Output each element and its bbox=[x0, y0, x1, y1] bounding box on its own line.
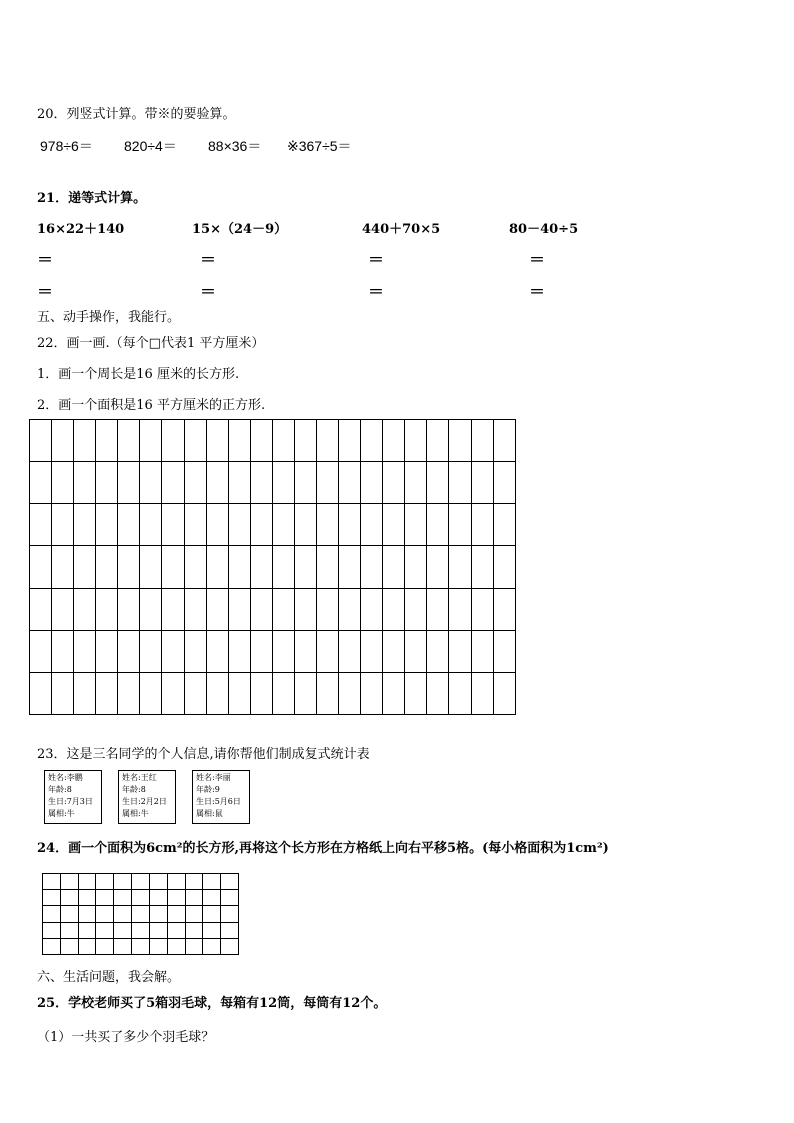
grid-cell[interactable] bbox=[250, 630, 272, 672]
grid-cell[interactable] bbox=[78, 890, 96, 906]
grid-cell[interactable] bbox=[162, 672, 184, 714]
grid-cell[interactable] bbox=[96, 906, 114, 922]
grid-cell[interactable] bbox=[471, 546, 493, 588]
drawing-grid-24[interactable] bbox=[42, 873, 239, 955]
q25-title: 25．学校老师买了5箱羽毛球，每箱有12筒，每筒有12个。 bbox=[37, 996, 387, 1011]
grid-cell[interactable] bbox=[272, 462, 294, 504]
grid-cell[interactable] bbox=[52, 630, 74, 672]
grid-cell[interactable] bbox=[203, 890, 221, 906]
grid-cell[interactable] bbox=[43, 938, 61, 954]
grid-cell[interactable] bbox=[60, 906, 78, 922]
grid-cell[interactable] bbox=[272, 588, 294, 630]
q22-title: 22．画一画.（每个□代表1 平方厘米） bbox=[37, 336, 265, 351]
grid-cell[interactable] bbox=[74, 672, 96, 714]
grid-cell[interactable] bbox=[206, 546, 228, 588]
grid-cell[interactable] bbox=[30, 630, 52, 672]
grid-cell[interactable] bbox=[184, 588, 206, 630]
grid-cell[interactable] bbox=[140, 588, 162, 630]
grid-cell[interactable] bbox=[52, 504, 74, 546]
grid-cell[interactable] bbox=[118, 504, 140, 546]
student-card-2 bbox=[118, 770, 176, 824]
grid-cell[interactable] bbox=[493, 462, 515, 504]
q21-expr-4: 80－40÷5 bbox=[509, 222, 579, 237]
grid-cell[interactable] bbox=[203, 874, 221, 890]
grid-cell[interactable] bbox=[228, 630, 250, 672]
grid-cell[interactable] bbox=[149, 922, 167, 938]
grid-cell[interactable] bbox=[52, 546, 74, 588]
grid-cell[interactable] bbox=[250, 420, 272, 462]
grid-cell[interactable] bbox=[30, 546, 52, 588]
q21-title: 21．递等式计算。 bbox=[37, 191, 147, 206]
grid-cell[interactable] bbox=[96, 630, 118, 672]
grid-cell[interactable] bbox=[43, 922, 61, 938]
grid-cell[interactable] bbox=[206, 462, 228, 504]
eq-sign: ＝ bbox=[37, 250, 54, 269]
grid-cell[interactable] bbox=[383, 420, 405, 462]
grid-cell[interactable] bbox=[185, 938, 203, 954]
grid-cell[interactable] bbox=[162, 588, 184, 630]
grid-cell[interactable] bbox=[118, 630, 140, 672]
grid-cell[interactable] bbox=[118, 546, 140, 588]
grid-cell[interactable] bbox=[405, 504, 427, 546]
grid-cell[interactable] bbox=[471, 672, 493, 714]
grid-cell[interactable] bbox=[96, 462, 118, 504]
grid-cell[interactable] bbox=[449, 504, 471, 546]
grid-cell[interactable] bbox=[78, 906, 96, 922]
grid-cell[interactable] bbox=[427, 504, 449, 546]
grid-cell[interactable] bbox=[228, 462, 250, 504]
grid-cell[interactable] bbox=[427, 546, 449, 588]
grid-cell[interactable] bbox=[184, 420, 206, 462]
grid-cell[interactable] bbox=[317, 420, 339, 462]
grid-cell[interactable] bbox=[162, 504, 184, 546]
card-name: 姓名:王红 bbox=[122, 773, 157, 782]
grid-cell[interactable] bbox=[272, 504, 294, 546]
grid-cell[interactable] bbox=[30, 504, 52, 546]
grid-cell[interactable] bbox=[339, 504, 361, 546]
grid-cell[interactable] bbox=[471, 420, 493, 462]
grid-cell[interactable] bbox=[250, 504, 272, 546]
grid-cell[interactable] bbox=[206, 672, 228, 714]
grid-cell[interactable] bbox=[74, 462, 96, 504]
grid-cell[interactable] bbox=[140, 504, 162, 546]
grid-cell[interactable] bbox=[405, 462, 427, 504]
grid-cell[interactable] bbox=[405, 630, 427, 672]
grid-cell[interactable] bbox=[317, 630, 339, 672]
q23-title: 23．这是三名同学的个人信息,请你帮他们制成复式统计表 bbox=[37, 747, 370, 762]
grid-cell[interactable] bbox=[405, 546, 427, 588]
grid-cell[interactable] bbox=[294, 546, 316, 588]
grid-cell[interactable] bbox=[118, 462, 140, 504]
grid-cell[interactable] bbox=[74, 504, 96, 546]
card-age: 年龄:8 bbox=[122, 785, 146, 794]
grid-cell[interactable] bbox=[361, 672, 383, 714]
grid-cell[interactable] bbox=[149, 890, 167, 906]
grid-cell[interactable] bbox=[339, 462, 361, 504]
card-birthday: 生日:5月6日 bbox=[196, 797, 241, 806]
grid-cell[interactable] bbox=[272, 672, 294, 714]
grid-cell[interactable] bbox=[449, 420, 471, 462]
grid-cell[interactable] bbox=[74, 420, 96, 462]
grid-cell[interactable] bbox=[118, 588, 140, 630]
grid-cell[interactable] bbox=[272, 630, 294, 672]
grid-cell[interactable] bbox=[167, 890, 185, 906]
grid-cell[interactable] bbox=[132, 938, 150, 954]
grid-cell[interactable] bbox=[383, 588, 405, 630]
grid-cell[interactable] bbox=[132, 890, 150, 906]
grid-cell[interactable] bbox=[203, 922, 221, 938]
grid-cell[interactable] bbox=[132, 922, 150, 938]
eq-sign: ＝ bbox=[368, 282, 385, 301]
card-zodiac: 属相:牛 bbox=[122, 809, 149, 818]
student-card-3 bbox=[192, 770, 250, 824]
grid-cell[interactable] bbox=[206, 420, 228, 462]
grid-cell[interactable] bbox=[185, 906, 203, 922]
grid-cell[interactable] bbox=[449, 588, 471, 630]
grid-cell[interactable] bbox=[162, 630, 184, 672]
grid-cell[interactable] bbox=[228, 420, 250, 462]
grid-cell[interactable] bbox=[30, 462, 52, 504]
grid-cell[interactable] bbox=[43, 906, 61, 922]
grid-cell[interactable] bbox=[96, 504, 118, 546]
grid-cell[interactable] bbox=[449, 462, 471, 504]
grid-cell[interactable] bbox=[449, 672, 471, 714]
grid-cell[interactable] bbox=[493, 420, 515, 462]
eq-sign: ＝ bbox=[200, 250, 217, 269]
grid-cell[interactable] bbox=[221, 906, 239, 922]
grid-cell[interactable] bbox=[74, 588, 96, 630]
grid-cell[interactable] bbox=[78, 922, 96, 938]
grid-cell[interactable] bbox=[96, 546, 118, 588]
grid-cell[interactable] bbox=[114, 890, 132, 906]
q20-expr-4: ※367÷5＝ bbox=[287, 138, 352, 154]
grid-cell[interactable] bbox=[361, 546, 383, 588]
grid-cell[interactable] bbox=[339, 420, 361, 462]
grid-cell[interactable] bbox=[114, 938, 132, 954]
grid-cell[interactable] bbox=[167, 922, 185, 938]
grid-cell[interactable] bbox=[294, 504, 316, 546]
grid-cell[interactable] bbox=[493, 672, 515, 714]
drawing-grid-22[interactable] bbox=[29, 419, 516, 715]
grid-cell[interactable] bbox=[294, 630, 316, 672]
grid-cell[interactable] bbox=[206, 630, 228, 672]
grid-cell[interactable] bbox=[294, 672, 316, 714]
grid-cell[interactable] bbox=[96, 420, 118, 462]
grid-cell[interactable] bbox=[114, 874, 132, 890]
grid-cell[interactable] bbox=[250, 588, 272, 630]
grid-cell[interactable] bbox=[43, 874, 61, 890]
grid-cell[interactable] bbox=[272, 420, 294, 462]
grid-cell[interactable] bbox=[317, 588, 339, 630]
grid-cell[interactable] bbox=[60, 874, 78, 890]
grid-cell[interactable] bbox=[383, 504, 405, 546]
grid-cell[interactable] bbox=[427, 462, 449, 504]
eq-sign: ＝ bbox=[529, 282, 546, 301]
grid-cell[interactable] bbox=[149, 874, 167, 890]
grid-cell[interactable] bbox=[118, 420, 140, 462]
grid-cell[interactable] bbox=[383, 462, 405, 504]
eq-sign: ＝ bbox=[200, 282, 217, 301]
grid-cell[interactable] bbox=[43, 890, 61, 906]
card-age: 年龄:9 bbox=[196, 785, 220, 794]
grid-cell[interactable] bbox=[317, 462, 339, 504]
q22-item-2: 2．画一个面积是16 平方厘米的正方形. bbox=[37, 398, 266, 413]
grid-cell[interactable] bbox=[167, 938, 185, 954]
grid-cell[interactable] bbox=[361, 504, 383, 546]
grid-cell[interactable] bbox=[339, 588, 361, 630]
grid-cell[interactable] bbox=[52, 420, 74, 462]
eq-sign: ＝ bbox=[368, 250, 385, 269]
grid-cell[interactable] bbox=[250, 672, 272, 714]
grid-cell[interactable] bbox=[221, 874, 239, 890]
q25-sub-1: （1）一共买了多少个羽毛球？ bbox=[37, 1030, 215, 1045]
grid-cell[interactable] bbox=[471, 462, 493, 504]
grid-cell[interactable] bbox=[317, 672, 339, 714]
grid-cell[interactable] bbox=[60, 890, 78, 906]
grid-cell[interactable] bbox=[184, 462, 206, 504]
grid-cell[interactable] bbox=[221, 938, 239, 954]
grid-cell[interactable] bbox=[184, 546, 206, 588]
grid-cell[interactable] bbox=[272, 546, 294, 588]
grid-cell[interactable] bbox=[405, 588, 427, 630]
grid-cell[interactable] bbox=[383, 630, 405, 672]
grid-cell[interactable] bbox=[383, 546, 405, 588]
grid-cell[interactable] bbox=[96, 588, 118, 630]
grid-cell[interactable] bbox=[149, 938, 167, 954]
grid-cell[interactable] bbox=[96, 890, 114, 906]
grid-cell[interactable] bbox=[78, 874, 96, 890]
grid-cell[interactable] bbox=[361, 588, 383, 630]
card-name: 姓名:李鹏 bbox=[48, 773, 83, 782]
grid-cell[interactable] bbox=[427, 588, 449, 630]
grid-cell[interactable] bbox=[427, 420, 449, 462]
grid-cell[interactable] bbox=[361, 630, 383, 672]
grid-cell[interactable] bbox=[74, 546, 96, 588]
grid-cell[interactable] bbox=[471, 630, 493, 672]
grid-cell[interactable] bbox=[162, 420, 184, 462]
grid-cell[interactable] bbox=[493, 588, 515, 630]
eq-sign: ＝ bbox=[529, 250, 546, 269]
grid-cell[interactable] bbox=[96, 922, 114, 938]
grid-cell[interactable] bbox=[96, 672, 118, 714]
grid-cell[interactable] bbox=[185, 890, 203, 906]
grid-cell[interactable] bbox=[427, 672, 449, 714]
grid-cell[interactable] bbox=[471, 504, 493, 546]
q20-expr-1: 978÷6＝ bbox=[40, 138, 93, 154]
grid-cell[interactable] bbox=[228, 588, 250, 630]
grid-cell[interactable] bbox=[167, 906, 185, 922]
grid-cell[interactable] bbox=[132, 874, 150, 890]
grid-cell[interactable] bbox=[221, 890, 239, 906]
student-card-1 bbox=[44, 770, 102, 824]
eq-sign: ＝ bbox=[37, 282, 54, 301]
grid-cell[interactable] bbox=[60, 922, 78, 938]
grid-cell[interactable] bbox=[250, 546, 272, 588]
q20-expr-2: 820÷4＝ bbox=[124, 138, 177, 154]
grid-cell[interactable] bbox=[383, 672, 405, 714]
grid-cell[interactable] bbox=[449, 630, 471, 672]
grid-cell[interactable] bbox=[184, 630, 206, 672]
q20-expr-3: 88×36＝ bbox=[208, 138, 262, 154]
q21-expr-2: 15×（24－9） bbox=[192, 222, 288, 237]
grid-cell[interactable] bbox=[132, 906, 150, 922]
grid-cell[interactable] bbox=[184, 672, 206, 714]
grid-cell[interactable] bbox=[30, 672, 52, 714]
section-5-title: 五、动手操作，我能行。 bbox=[37, 310, 181, 325]
grid-cell[interactable] bbox=[339, 546, 361, 588]
q24-title: 24．画一个面积为6cm²的长方形,再将这个长方形在方格纸上向右平移5格。(每小格面积为1cm²) bbox=[37, 841, 609, 856]
grid-cell[interactable] bbox=[228, 504, 250, 546]
grid-cell[interactable] bbox=[140, 630, 162, 672]
grid-cell[interactable] bbox=[78, 938, 96, 954]
grid-cell[interactable] bbox=[30, 420, 52, 462]
grid-cell[interactable] bbox=[96, 938, 114, 954]
grid-cell[interactable] bbox=[30, 588, 52, 630]
grid-cell[interactable] bbox=[206, 588, 228, 630]
grid-cell[interactable] bbox=[52, 462, 74, 504]
grid-cell[interactable] bbox=[185, 874, 203, 890]
grid-cell[interactable] bbox=[317, 546, 339, 588]
grid-cell[interactable] bbox=[405, 420, 427, 462]
grid-cell[interactable] bbox=[493, 504, 515, 546]
grid-cell[interactable] bbox=[294, 462, 316, 504]
card-birthday: 生日:2月2日 bbox=[122, 797, 167, 806]
grid-cell[interactable] bbox=[361, 420, 383, 462]
grid-cell[interactable] bbox=[162, 462, 184, 504]
grid-cell[interactable] bbox=[471, 588, 493, 630]
card-name: 姓名:李丽 bbox=[196, 773, 231, 782]
grid-cell[interactable] bbox=[427, 630, 449, 672]
grid-cell[interactable] bbox=[317, 504, 339, 546]
grid-cell[interactable] bbox=[294, 588, 316, 630]
grid-cell[interactable] bbox=[361, 462, 383, 504]
grid-cell[interactable] bbox=[118, 672, 140, 714]
card-age: 年龄:8 bbox=[48, 785, 72, 794]
grid-cell[interactable] bbox=[162, 546, 184, 588]
card-zodiac: 属相:牛 bbox=[48, 809, 75, 818]
grid-cell[interactable] bbox=[493, 630, 515, 672]
grid-cell[interactable] bbox=[228, 546, 250, 588]
grid-cell[interactable] bbox=[60, 938, 78, 954]
grid-cell[interactable] bbox=[405, 672, 427, 714]
grid-cell[interactable] bbox=[96, 874, 114, 890]
card-birthday: 生日:7月3日 bbox=[48, 797, 93, 806]
section-6-title: 六、生活问题，我会解。 bbox=[37, 970, 181, 985]
q21-expr-3: 440＋70×5 bbox=[362, 222, 441, 237]
grid-cell[interactable] bbox=[449, 546, 471, 588]
grid-cell[interactable] bbox=[185, 922, 203, 938]
q21-expr-1: 16×22＋140 bbox=[37, 222, 125, 237]
grid-cell[interactable] bbox=[140, 462, 162, 504]
grid-cell[interactable] bbox=[167, 874, 185, 890]
grid-cell[interactable] bbox=[114, 922, 132, 938]
grid-cell[interactable] bbox=[206, 504, 228, 546]
grid-cell[interactable] bbox=[140, 546, 162, 588]
grid-cell[interactable] bbox=[140, 420, 162, 462]
grid-cell[interactable] bbox=[250, 462, 272, 504]
grid-cell[interactable] bbox=[52, 672, 74, 714]
card-zodiac: 属相:鼠 bbox=[196, 809, 223, 818]
grid-cell[interactable] bbox=[228, 672, 250, 714]
grid-cell[interactable] bbox=[74, 630, 96, 672]
grid-cell[interactable] bbox=[52, 588, 74, 630]
q20-title: 20．列竖式计算。带※的要验算。 bbox=[37, 107, 236, 122]
grid-cell[interactable] bbox=[493, 546, 515, 588]
grid-cell[interactable] bbox=[203, 938, 221, 954]
grid-cell[interactable] bbox=[140, 672, 162, 714]
grid-cell[interactable] bbox=[114, 906, 132, 922]
grid-cell[interactable] bbox=[294, 420, 316, 462]
grid-cell[interactable] bbox=[221, 922, 239, 938]
grid-cell[interactable] bbox=[339, 630, 361, 672]
grid-cell[interactable] bbox=[184, 504, 206, 546]
grid-cell[interactable] bbox=[203, 906, 221, 922]
grid-cell[interactable] bbox=[149, 906, 167, 922]
q22-item-1: 1．画一个周长是16 厘米的长方形. bbox=[37, 367, 240, 382]
grid-cell[interactable] bbox=[339, 672, 361, 714]
